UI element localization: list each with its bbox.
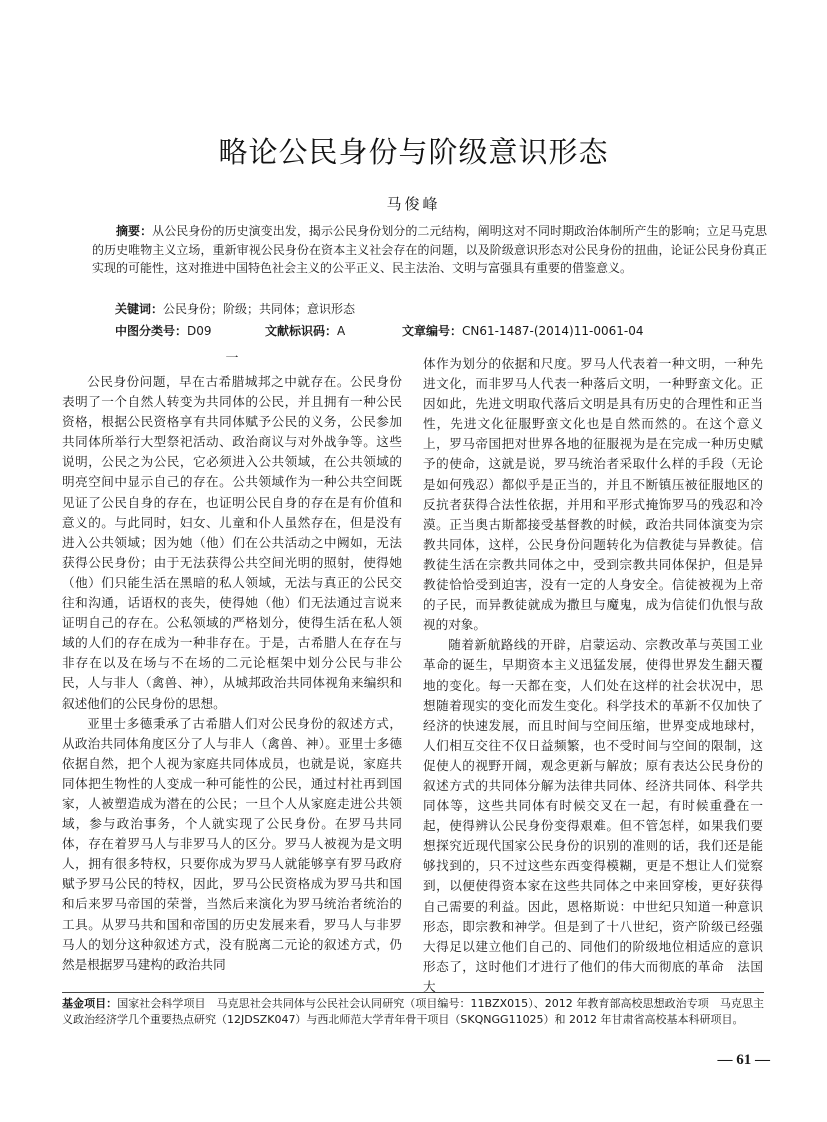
paper-title: 略论公民身份与阶级意识形态 — [218, 135, 609, 169]
doc-code — [265, 322, 345, 339]
abstract-label: 摘要： — [116, 224, 153, 238]
keywords-label: 关键词： — [115, 302, 164, 316]
article-label: 文章编号： — [402, 324, 463, 338]
funding-note — [62, 996, 764, 1027]
right-column — [423, 354, 763, 997]
keywords — [115, 300, 765, 317]
article-value: CN61-1487-(2014)11-0061-04 — [462, 324, 644, 338]
clc-code — [115, 322, 212, 339]
abstract-text: 从公民身份的历史演变出发，揭示公民身份划分的二元结构，阐明这对不同时期政治体制所产生的影响；立足马克思的历史唯物主义立场，重新审视公民身份在资本主义社会存在的问题，以及阶级意识形态对公民身份的扭曲，论证公民身份真正实现的可能性，这对推进中国特色社会主义的公平正义、民主法治、文明与富强具有重要的借鉴意义。 — [92, 224, 767, 275]
clc-value: D09 — [187, 324, 212, 338]
page-number: — 61 — — [717, 1052, 770, 1068]
body-paragraph: 亚里士多德秉承了古希腊人们对公民身份的叙述方式，从政治共同体角度区分了人与非人（禽兽、神）。亚里士多德依据自然，把个人视为家庭共同体成员，也就是说，家庭共同体把生物性的人变成一种可能性的公民，通过村社再到国家，人被塑造成为潜在的公民；一旦个人从家庭走进公共领域，参与政治事务，个人就实现了公民身份。在罗马共同体，存在着罗马人与非罗马人的区分。罗马人被视为是文明人，拥有很多特权，只要你成为罗马人就能够享有罗马政府赋予罗马公民的特权，因此，罗马公民资格成为罗马共和国和后来罗马帝国的荣誉，当然后来演化为罗马统治者统治的工具。从罗马共和国和帝国的历史发展来看，罗马人与非罗马人的划分这种叙述方式，没有脱离二元论的叙述方式，仍然是根据罗马建构的政治共同 — [62, 715, 402, 972]
section-number: 一 — [225, 351, 239, 366]
body-paragraph: 公民身份问题，早在古希腊城邦之中就存在。公民身份表明了一个自然人转变为共同体的公民，并且拥有一种公民资格，根据公民资格享有共同体赋予公民的义务，公民参加共同体所举行大型祭祀活动、政治商议与对外战争等。这些说明，公民之为公民，它必须进入公共领域，在公共领域的明亮空间中显示自己的存在。公共领域作为一种公共空间既见证了公民自身的存在，也证明公民自身的存在是有价值和意义的。与此同时，妇女、儿童和仆人虽然存在，但是没有进入公共领域；因为她（他）们在公共活动之中阙如，无法获得公民身份；由于无法获得公共空间光明的照射，使得她（他）们只能生活在黑暗的私人领域，无法与真正的公民交往和沟通，话语权的丧失，使得她（他）们无法通过言说来证明自己的存在。公私领域的严格划分，使得生活在私人领域的人们的存在成为一种非存在。于是，古希腊人在存在与非存在以及在场与不在场的二元论框架中划分公民与非公民，人与非人（禽兽、神），从城邦政治共同体视角来编织和叙述他们的公民身份的思想。 — [62, 374, 402, 711]
body-paragraph: 体作为划分的依据和尺度。罗马人代表着一种文明，一种先进文化，而非罗马人代表一种落后文明，一种野蛮文化。正因如此，先进文明取代落后文明是具有历史的合理性和正当性，先进文化征服野蛮文化也是自然而然的。在这个意义上，罗马帝国把对世界各地的征服视为是在完成一种历史赋予的使命，这就是说，罗马统治者采取什么样的手段（无论是如何残忍）都似乎是正当的，并且不断镇压被征服地区的反抗者获得合法性依据，并用和平形式掩饰罗马的残忍和冷漠。正当奥古斯都接受基督教的时候，政治共同体演变为宗教共同体，这样，公民身份问题转化为信教徒与异教徒。信教徒生活在宗教共同体之中，受到宗教共同体保护，但是异教徒恰恰受到迫害，没有一定的人身安全。信徒被视为上帝的子民，而异教徒就成为撒旦与魔鬼，成为信徒们仇恨与敌视的对象。 — [423, 356, 763, 633]
funding-text: 国家社会科学项目 马克思社会共同体与公民社会认同研究（项目编号：11BZX015）、2012 年教育部高校思想政治专项 马克思主义政治经济学几个重要热点研究（12JDSZK047）与西北师范大学青年骨干项目（SKQNGG11025）和 2012 年甘肃省高校基本科研项目。 — [62, 997, 764, 1026]
funding-label: 基金项目： — [62, 997, 118, 1010]
footnote-divider — [62, 992, 764, 993]
article-number — [402, 322, 643, 339]
doc-value: A — [337, 324, 346, 338]
left-column — [62, 350, 402, 975]
clc-label: 中图分类号： — [115, 324, 188, 338]
doc-label: 文献标识码： — [265, 324, 338, 338]
abstract — [92, 222, 767, 278]
keywords-text: 公民身份；阶级；共同体；意识形态 — [163, 302, 356, 316]
author-name: 马俊峰 — [386, 195, 441, 213]
body-paragraph: 随着新航路线的开辟，启蒙运动、宗教改革与英国工业革命的诞生，早期资本主义迅猛发展，使得世界发生翻天覆地的变化。每一天都在变，人们处在这样的社会状况中，思想随着现实的变化而发生变化。科学技术的革新不仅加快了经济的快速发展，而且时间与空间压缩，世界变成地球村，人们相互交往不仅日益频繁，也不受时间与空间的限制，这促使人的视野开阔，观念更新与解放；原有表达公民身份的叙述方式的共同体分解为法律共同体、经济共同体、科学共同体等，这些共同体有时候交叉在一起，有时候重叠在一起，使得辨认公民身份变得艰难。但不管怎样，如果我们要想探究近现代国家公民身份的识别的准则的话，我们还是能够找到的，只不过这些东西变得模糊，更是不想让人们觉察到，以便使得资本家在这些共同体之中来回穿梭，更好获得自己需要的利益。因此，恩格斯说：中世纪只知道一种意识形态，即宗教和神学。但是到了十八世纪，资产阶级已经强大得足以建立他们自己的、同他们的阶级地位相适应的意识形态了，这时他们才进行了他们的伟大而彻底的革命 法国大 — [423, 637, 763, 994]
